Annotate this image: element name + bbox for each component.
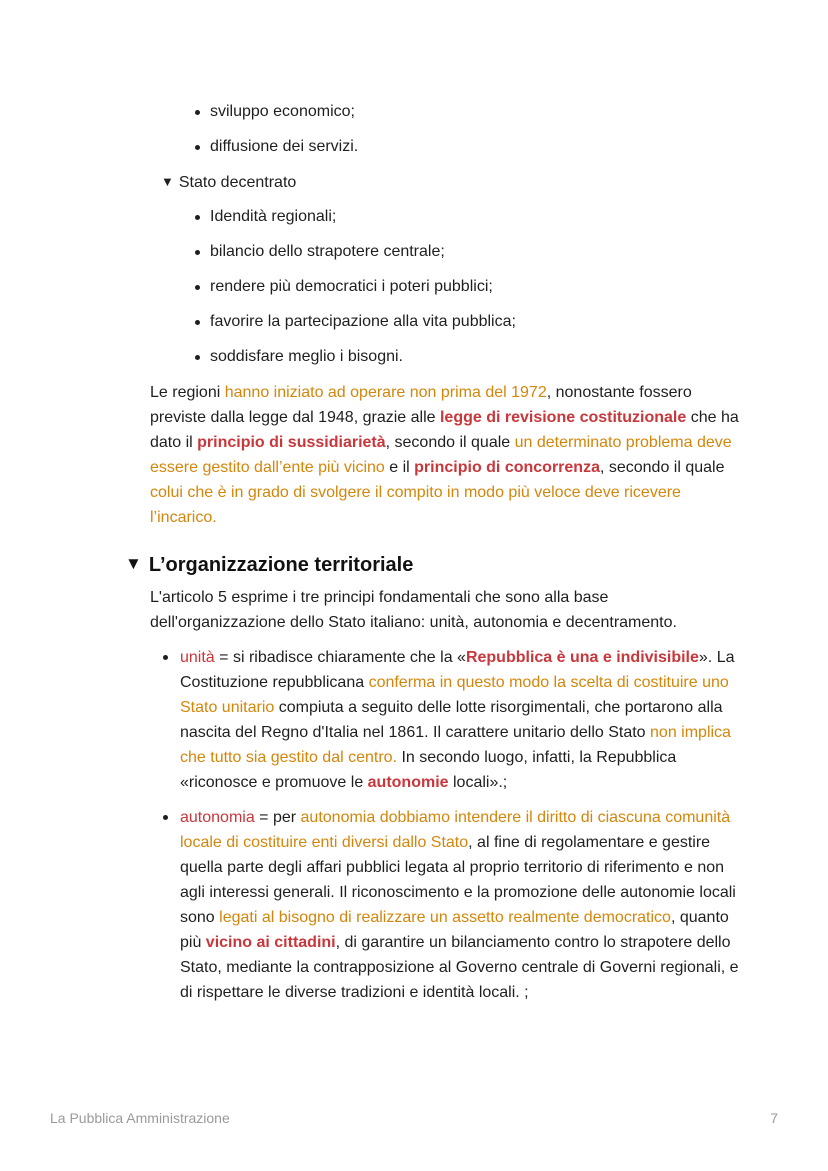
keyword-text: autonomie <box>367 774 449 791</box>
text-run: , nonostante fossero previste dalla legge dal 1948, grazie alle <box>150 384 692 426</box>
toggle-title: Stato decentrato <box>178 174 297 191</box>
text-run: = si ribadisce chiaramente che la « <box>214 649 466 666</box>
principle-unita <box>180 645 740 795</box>
intro-paragraph: L'articolo 5 esprime i tre principi fondamentali che sono alla base dell'organizzazione dello Stato italiano: unità, autonomia e decentramento. <box>150 589 677 631</box>
text-run: ». La Costituzione repubblicana <box>180 649 735 691</box>
top-bullet-list <box>210 100 358 170</box>
text-run: e il <box>384 459 415 476</box>
text-run: , di garantire un bilanciamento contro lo strapotere dello Stato, mediante la contrapposizione al Governo centrale di Governi regionali, e di rispettare le diverse tradizioni e identità locali. ; <box>180 934 739 1001</box>
principles-list <box>180 645 740 1015</box>
text-run: , al fine di regolamentare e gestire quella parte degli affari pubblici legata al proprio territorio di riferimento e non agli interessi generali. Il riconoscimento e la promozione delle autonomie locali sono <box>180 834 736 926</box>
toggle-triangle-icon: ▼ <box>125 554 142 573</box>
text-run: , secondo il quale <box>599 459 725 476</box>
highlight-text: colui che è in grado di svolgere il compito in modo più veloce deve ricevere l’incarico. <box>150 484 681 526</box>
page-number: 7 <box>770 1110 778 1126</box>
highlight-text: non implica che tutto sia gestito dal centro. <box>180 724 731 766</box>
principle-autonomia <box>180 805 740 1005</box>
regioni-paragraph <box>150 380 740 530</box>
text-run: che ha dato il <box>150 409 739 451</box>
list-item: bilancio dello strapotere centrale; <box>210 240 516 264</box>
text-run: = per <box>254 809 301 826</box>
stato-decentrato-toggle[interactable] <box>161 171 296 195</box>
highlight-text: hanno iniziato ad operare non prima del 1972 <box>224 384 547 401</box>
term-text: unità <box>180 649 215 666</box>
keyword-text: legge di revisione costituzionale <box>439 409 687 426</box>
text-run: locali».; <box>448 774 508 791</box>
list-item: sviluppo economico; <box>210 100 358 124</box>
stato-decentrato-list <box>210 205 516 380</box>
keyword-text: vicino ai cittadini <box>205 934 336 951</box>
text-run: compiuta a seguito delle lotte risorgimentali, che portarono alla nascita del Regno d'Italia nel 1861. Il carattere unitario dello Stato <box>180 699 723 741</box>
footer-title: La Pubblica Amministrazione <box>50 1110 230 1126</box>
text-run: In secondo luogo, infatti, la Repubblica «riconosce e promuove le <box>180 749 677 791</box>
list-item: diffusione dei servizi. <box>210 135 358 159</box>
list-item: rendere più democratici i poteri pubblici; <box>210 275 516 299</box>
list-item: soddisfare meglio i bisogni. <box>210 345 516 369</box>
text-run: , secondo il quale <box>385 434 515 451</box>
highlight-text: legati al bisogno di realizzare un assetto realmente democratico <box>219 909 671 926</box>
section-title: L’organizzazione territoriale <box>148 554 414 576</box>
list-item: favorire la partecipazione alla vita pubblica; <box>210 310 516 334</box>
term-text: autonomia <box>180 809 255 826</box>
highlight-text: conferma in questo modo la scelta di costituire uno Stato unitario <box>180 674 729 716</box>
section-toggle-heading[interactable] <box>125 551 413 580</box>
keyword-text: principio di sussidiarietà <box>197 434 386 451</box>
list-item: Idendità regionali; <box>210 205 516 229</box>
text-run: , quanto più <box>180 909 729 951</box>
toggle-triangle-icon: ▼ <box>161 174 174 189</box>
text-run: Le regioni <box>150 384 225 401</box>
highlight-text: autonomia dobbiamo intendere il diritto di ciascuna comunità locale di costituire enti diversi dallo Stato <box>180 809 731 851</box>
highlight-text: un determinato problema deve essere gestito dall’ente più vicino <box>150 434 732 476</box>
keyword-text: Repubblica è una e indivisibile <box>465 649 699 666</box>
keyword-text: principio di concorrenza <box>414 459 600 476</box>
